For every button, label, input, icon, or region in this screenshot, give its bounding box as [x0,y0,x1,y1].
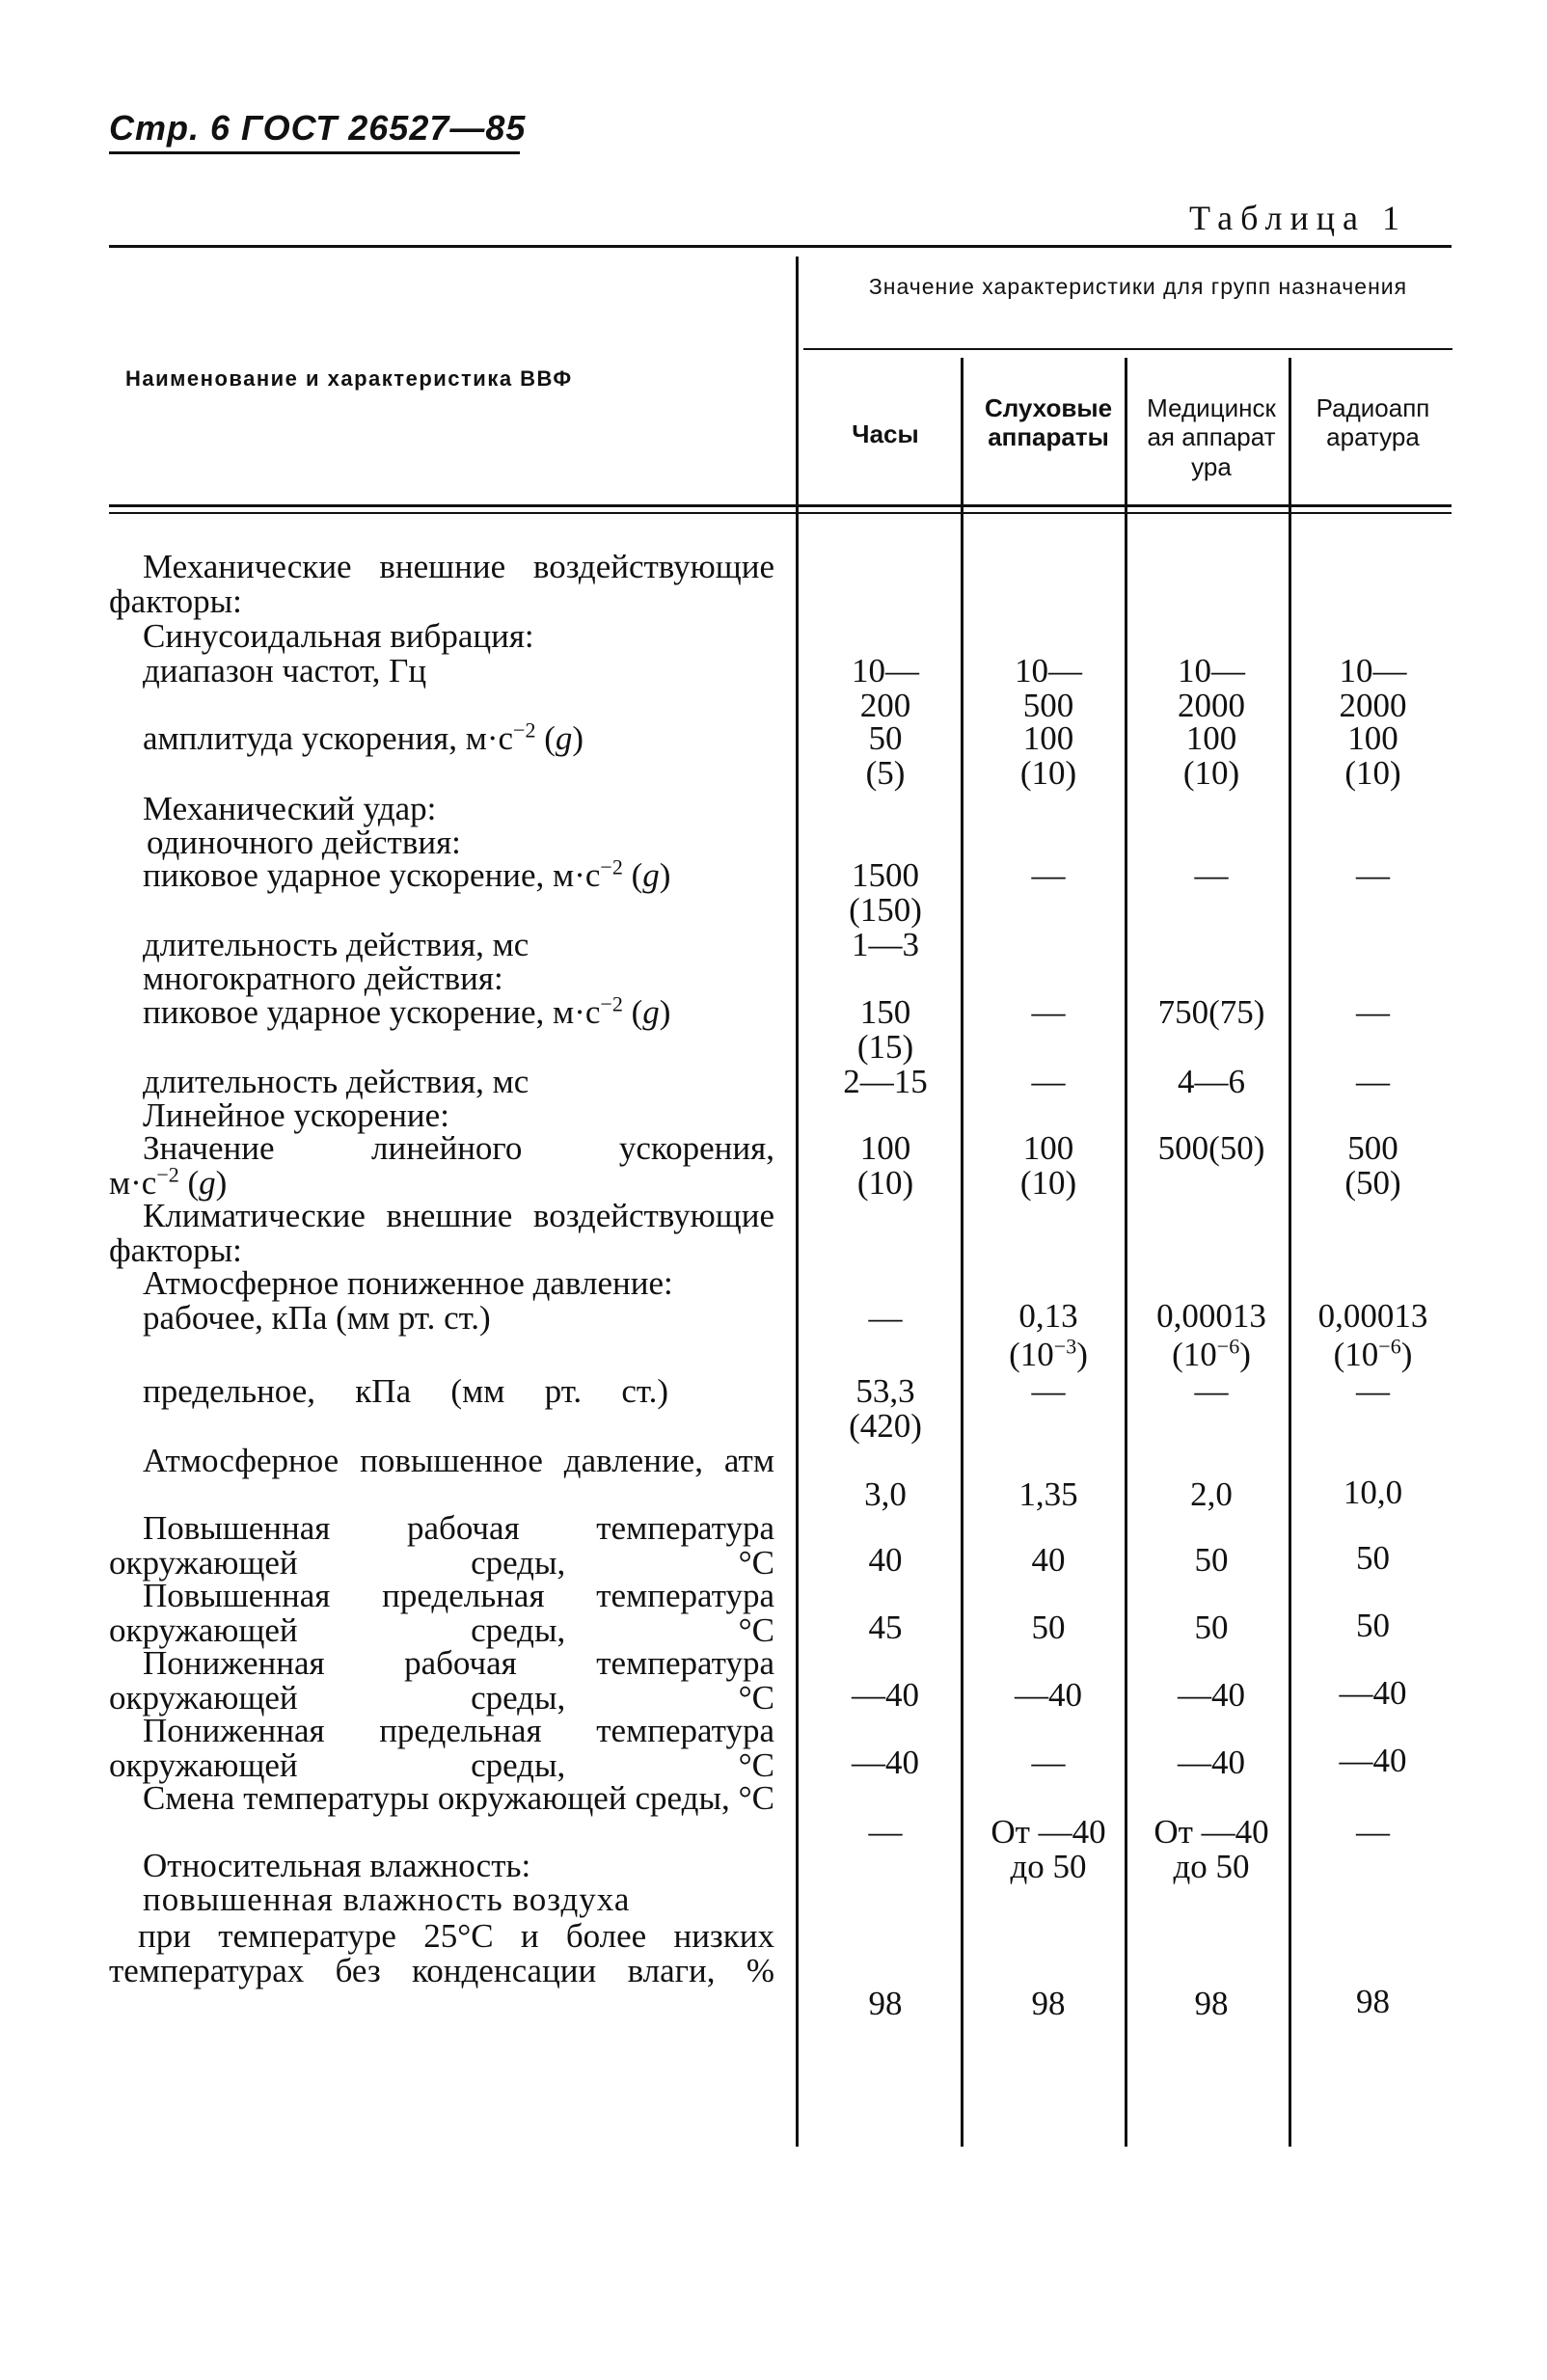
cell-peak2-medical: 750(75) [1157,993,1265,1031]
cell-tlolim-radio: —40 [1339,1742,1407,1779]
cell-amp-medical: 100 (10) [1182,719,1240,792]
cell-amp-radio: 100 (10) [1344,719,1401,792]
label-linear-acceleration: Линейное ускорение: [143,1096,449,1134]
cell-amp-watches: 50 (5) [865,719,906,792]
cell-thiwork-watches: 40 [868,1541,903,1579]
cell-peak2-hearing: — [1031,993,1066,1031]
label-climatic-factors: Климатические внешние воздействующие факторы: [109,1197,774,1269]
cell-tlolim-watches: —40 [852,1744,919,1781]
column-header-hearing-aids [967,393,1129,452]
cell-tlolim-medical: —40 [1178,1744,1245,1781]
cell-thiwork-medical: 50 [1194,1541,1229,1579]
header-underline [109,151,520,154]
cell-peak2-radio: — [1356,993,1390,1031]
cell-tlowork-radio: —40 [1339,1674,1407,1712]
cell-highp-watches: 3,0 [864,1475,907,1513]
cell-thilim-radio: 50 [1356,1607,1390,1644]
label-high-working-temperature: Повышенная рабочая температура окружающей среды, °С [109,1509,774,1582]
column-header-group-text: Значение характеристики для групп назначения [868,274,1408,299]
cell-peak1-watches: 1500 (150) [849,856,922,929]
cell-peak1-radio: — [1356,856,1390,894]
label-peak-acceleration-2: пиковое ударное ускорение, $м\cdot с^{-2}$ (g) [143,991,671,1031]
cell-thiwork-radio: 50 [1356,1539,1390,1577]
label-low-working-temperature: Пониженная рабочая температура окружающей среды, °С [109,1644,774,1717]
cell-thilim-medical: 50 [1194,1609,1229,1646]
label-humidity-condition: при температуре 25°С и более низких температурах без конденсации влаги, % [109,1917,774,1989]
cell-thiwork-hearing: 40 [1031,1541,1066,1579]
column-header-hearing-aids-text: Слуховые аппараты [984,393,1113,452]
cell-thilim-hearing: 50 [1031,1609,1066,1646]
cell-linear-medical: 500(50) [1157,1129,1265,1167]
label-working-pressure: рабочее, кПа (мм рт. ст.) [143,1299,491,1337]
cell-workp-watches: — [868,1299,903,1337]
label-linear-acceleration-value: Значение линейного ускорения, $м\cdot с^{-2}$ (g) [109,1129,774,1202]
cell-tlowork-watches: —40 [852,1676,919,1714]
cell-limp-medical: — [1194,1372,1229,1410]
cell-limp-watches: 53,3 (420) [849,1372,922,1445]
label-low-pressure: Атмосферное пониженное давление: [143,1264,673,1302]
column-header-radio-text: Радиоаппаратура [1316,393,1430,452]
cell-amp-hearing: 100 (10) [1019,719,1077,792]
cell-linear-radio: 500 (50) [1344,1129,1401,1202]
cell-workp-radio: 0,00013 $(10^{-6})$ [1317,1297,1428,1373]
label-high-pressure: Атмосферное повышенное давление, атм [143,1442,774,1479]
column-header-watches: Часы [852,419,919,448]
label-mechanical-factors: Механические внешние воздействующие факторы: [109,548,774,620]
column-header-medical-text: Медицинская аппаратура [1147,393,1276,481]
cell-thilim-watches: 45 [868,1609,903,1646]
cell-freq-hearing: 10— 500 [1015,652,1082,724]
column-divider-2 [961,358,963,2147]
cell-highp-medical: 2,0 [1190,1475,1233,1513]
cell-humid-hearing: 98 [1031,1985,1066,2022]
cell-freq-radio: 10— 2000 [1339,652,1407,724]
page-header: Стр. 6 ГОСТ 26527—85 [109,108,527,148]
cell-humid-radio: 98 [1356,1983,1390,2020]
cell-linear-hearing: 100 (10) [1019,1129,1077,1202]
cell-limp-radio: — [1356,1372,1390,1410]
label-high-humidity: повышенная влажность воздуха [143,1880,631,1918]
label-single-action: одиночного действия: [147,824,461,861]
cell-limp-hearing: — [1031,1372,1066,1410]
cell-tchange-radio: — [1356,1813,1390,1851]
header-bottom-rule-2 [109,512,1452,514]
cell-peak2-watches: 150 (15) [856,993,914,1066]
cell-highp-radio: 10,0 [1343,1474,1403,1511]
label-duration-1: длительность действия, мс [143,926,529,963]
column-header-medical [1129,393,1293,481]
label-low-limit-temperature: Пониженная предельная температура окружающей среды, °С [109,1712,774,1784]
label-frequency-range: диапазон частот, Гц [143,652,427,690]
cell-dur2-watches: 2—15 [843,1063,928,1100]
label-multiple-action: многократного действия: [143,960,503,997]
cell-tchange-medical: От —40 до 50 [1153,1813,1269,1885]
label-duration-2: длительность действия, мс [143,1063,529,1100]
cell-peak1-hearing: — [1031,856,1066,894]
label-limit-pressure: предельное, кПа (мм рт. ст.) [143,1372,668,1410]
cell-workp-hearing: 0,13 $(10^{-3})$ [1009,1297,1088,1373]
cell-dur2-medical: 4—6 [1178,1063,1245,1100]
cell-dur1-watches: 1—3 [852,926,919,963]
cell-peak1-medical: — [1194,856,1229,894]
label-mechanical-shock: Механический удар: [143,790,437,827]
cell-freq-medical: 10— 2000 [1178,652,1245,724]
column-header-radio [1293,393,1452,452]
cell-tchange-watches: — [868,1813,903,1851]
label-sine-vibration: Синусоидальная вибрация: [143,617,534,655]
cell-tlolim-hearing: — [1031,1744,1066,1781]
cell-dur2-hearing: — [1031,1063,1066,1100]
header-bottom-rule-1 [109,504,1452,507]
cell-tlowork-medical: —40 [1178,1676,1245,1714]
column-divider-1 [796,257,799,2147]
cell-workp-medical: 0,00013 $(10^{-6})$ [1156,1297,1266,1373]
cell-humid-medical: 98 [1194,1985,1229,2022]
cell-tlowork-hearing: —40 [1015,1676,1082,1714]
column-header-name: Наименование и характеристика ВВФ [125,366,573,391]
cell-highp-hearing: 1,35 [1018,1475,1078,1513]
label-peak-acceleration-1: пиковое ударное ускорение, $м\cdot с^{-2}$ (g) [143,854,671,894]
group-header-rule [803,348,1452,350]
cell-linear-watches: 100 (10) [856,1129,914,1202]
cell-dur2-radio: — [1356,1063,1390,1100]
cell-humid-watches: 98 [868,1985,903,2022]
table-top-rule [109,245,1452,248]
cell-tchange-hearing: От —40 до 50 [991,1813,1106,1885]
label-high-limit-temperature: Повышенная предельная температура окружающей среды, °С [109,1577,774,1649]
label-temperature-change: Смена температуры окружающей среды, °С [143,1779,774,1817]
label-acceleration-amplitude: амплитуда ускорения, $м\cdot с^{-2}$ (g) [143,717,584,757]
table-caption: Таблица 1 [1189,199,1407,237]
column-header-group [849,274,1427,299]
label-relative-humidity: Относительная влажность: [143,1847,531,1884]
cell-freq-watches: 10— 200 [852,652,919,724]
